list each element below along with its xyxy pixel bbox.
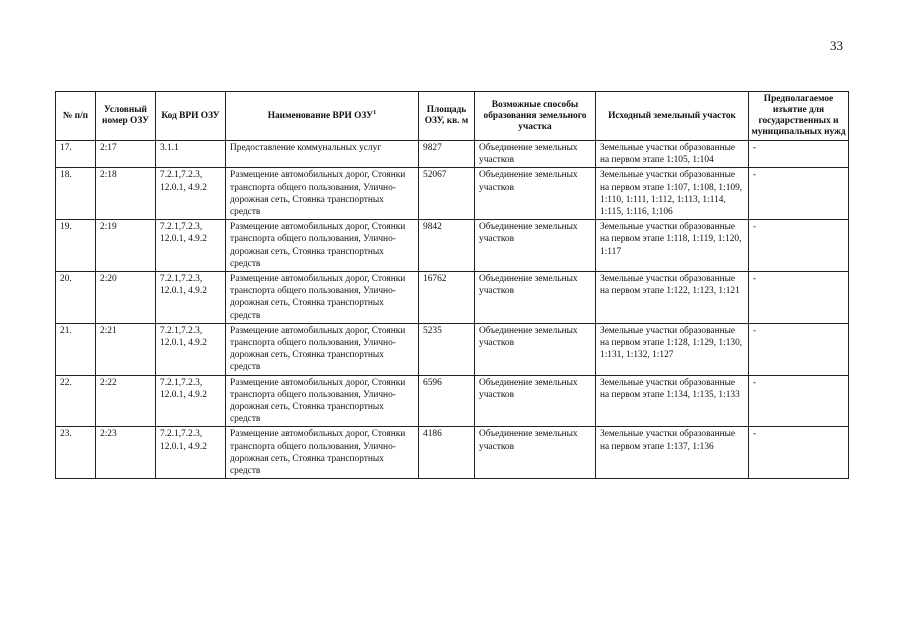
cell-source: Земельные участки образованные на первом этапе 1:134, 1:135, 1:133 — [596, 375, 749, 427]
cell-conditional-number: 2:22 — [96, 375, 156, 427]
cell-area: 6596 — [419, 375, 475, 427]
table-header-row — [56, 92, 849, 141]
table-row — [56, 427, 849, 479]
cell-area: 52067 — [419, 168, 475, 220]
header-vri-code: Код ВРИ ОЗУ — [156, 92, 226, 141]
cell-area: 16762 — [419, 272, 475, 324]
cell-conditional-number: 2:20 — [96, 272, 156, 324]
footnote-marker: 1 — [373, 108, 377, 116]
cell-vri-code: 7.2.1,7.2.3, 12.0.1, 4.9.2 — [156, 220, 226, 272]
cell-seizure: - — [749, 141, 849, 168]
cell-source: Земельные участки образованные на первом этапе 1:122, 1:123, 1:121 — [596, 272, 749, 324]
cell-seizure: - — [749, 375, 849, 427]
header-num: № п/п — [56, 92, 96, 141]
cell-method: Объединение земельных участков — [475, 375, 596, 427]
cell-source: Земельные участки образованные на первом этапе 1:107, 1:108, 1:109, 1:110, 1:111, 1:112, 1:113, 1:114, 1:115, 1:116, 1:106 — [596, 168, 749, 220]
cell-vri-name: Размещение автомобильных дорог, Стоянки транспорта общего пользования, Улично-дорожная сеть, Стоянка транспортных средств — [226, 375, 419, 427]
cell-num: 18. — [56, 168, 96, 220]
cell-source: Земельные участки образованные на первом этапе 1:105, 1:104 — [596, 141, 749, 168]
header-seizure: Предполагаемое изъятие для государственных и муниципальных нужд — [749, 92, 849, 141]
table-row — [56, 141, 849, 168]
cell-seizure: - — [749, 323, 849, 375]
cell-num: 21. — [56, 323, 96, 375]
cell-vri-code: 7.2.1,7.2.3, 12.0.1, 4.9.2 — [156, 323, 226, 375]
cell-vri-code: 7.2.1,7.2.3, 12.0.1, 4.9.2 — [156, 168, 226, 220]
header-conditional-number: Условный номер ОЗУ — [96, 92, 156, 141]
cell-num: 22. — [56, 375, 96, 427]
cell-method: Объединение земельных участков — [475, 168, 596, 220]
cell-vri-code: 7.2.1,7.2.3, 12.0.1, 4.9.2 — [156, 427, 226, 479]
cell-method: Объединение земельных участков — [475, 323, 596, 375]
table-body — [56, 141, 849, 479]
cell-vri-name: Предоставление коммунальных услуг — [226, 141, 419, 168]
cell-num: 17. — [56, 141, 96, 168]
cell-vri-name: Размещение автомобильных дорог, Стоянки транспорта общего пользования, Улично-дорожная сеть, Стоянка транспортных средств — [226, 427, 419, 479]
cell-source: Земельные участки образованные на первом этапе 1:118, 1:119, 1:120, 1:117 — [596, 220, 749, 272]
cell-conditional-number: 2:18 — [96, 168, 156, 220]
cell-vri-code: 7.2.1,7.2.3, 12.0.1, 4.9.2 — [156, 272, 226, 324]
table-row — [56, 220, 849, 272]
cell-num: 20. — [56, 272, 96, 324]
cell-area: 5235 — [419, 323, 475, 375]
cell-method: Объединение земельных участков — [475, 141, 596, 168]
cell-vri-code: 3.1.1 — [156, 141, 226, 168]
cell-conditional-number: 2:19 — [96, 220, 156, 272]
cell-seizure: - — [749, 427, 849, 479]
header-vri-name-text: Наименование ВРИ ОЗУ — [267, 110, 374, 121]
cell-area: 4186 — [419, 427, 475, 479]
cell-seizure: - — [749, 168, 849, 220]
table-row — [56, 375, 849, 427]
cell-method: Объединение земельных участков — [475, 427, 596, 479]
header-vri-name — [226, 92, 419, 141]
cell-seizure: - — [749, 272, 849, 324]
cell-source: Земельные участки образованные на первом этапе 1:137, 1:136 — [596, 427, 749, 479]
cell-vri-code: 7.2.1,7.2.3, 12.0.1, 4.9.2 — [156, 375, 226, 427]
header-methods: Возможные способы образования земельного участка — [475, 92, 596, 141]
page-number: 33 — [830, 38, 843, 53]
cell-seizure: - — [749, 220, 849, 272]
cell-vri-name: Размещение автомобильных дорог, Стоянки транспорта общего пользования, Улично-дорожная сеть, Стоянка транспортных средств — [226, 168, 419, 220]
table-row — [56, 272, 849, 324]
cell-conditional-number: 2:17 — [96, 141, 156, 168]
header-area: Площадь ОЗУ, кв. м — [419, 92, 475, 141]
cell-vri-name: Размещение автомобильных дорог, Стоянки транспорта общего пользования, Улично-дорожная сеть, Стоянка транспортных средств — [226, 323, 419, 375]
table-row — [56, 168, 849, 220]
table-row — [56, 323, 849, 375]
cell-conditional-number: 2:21 — [96, 323, 156, 375]
header-source: Исходный земельный участок — [596, 92, 749, 141]
cell-method: Объединение земельных участков — [475, 220, 596, 272]
cell-num: 23. — [56, 427, 96, 479]
cell-source: Земельные участки образованные на первом этапе 1:128, 1:129, 1:130, 1:131, 1:132, 1:127 — [596, 323, 749, 375]
cell-area: 9827 — [419, 141, 475, 168]
cell-num: 19. — [56, 220, 96, 272]
cell-vri-name: Размещение автомобильных дорог, Стоянки транспорта общего пользования, Улично-дорожная сеть, Стоянка транспортных средств — [226, 272, 419, 324]
cell-method: Объединение земельных участков — [475, 272, 596, 324]
cell-vri-name: Размещение автомобильных дорог, Стоянки транспорта общего пользования, Улично-дорожная сеть, Стоянка транспортных средств — [226, 220, 419, 272]
ozu-table — [55, 91, 849, 479]
cell-area: 9842 — [419, 220, 475, 272]
cell-conditional-number: 2:23 — [96, 427, 156, 479]
